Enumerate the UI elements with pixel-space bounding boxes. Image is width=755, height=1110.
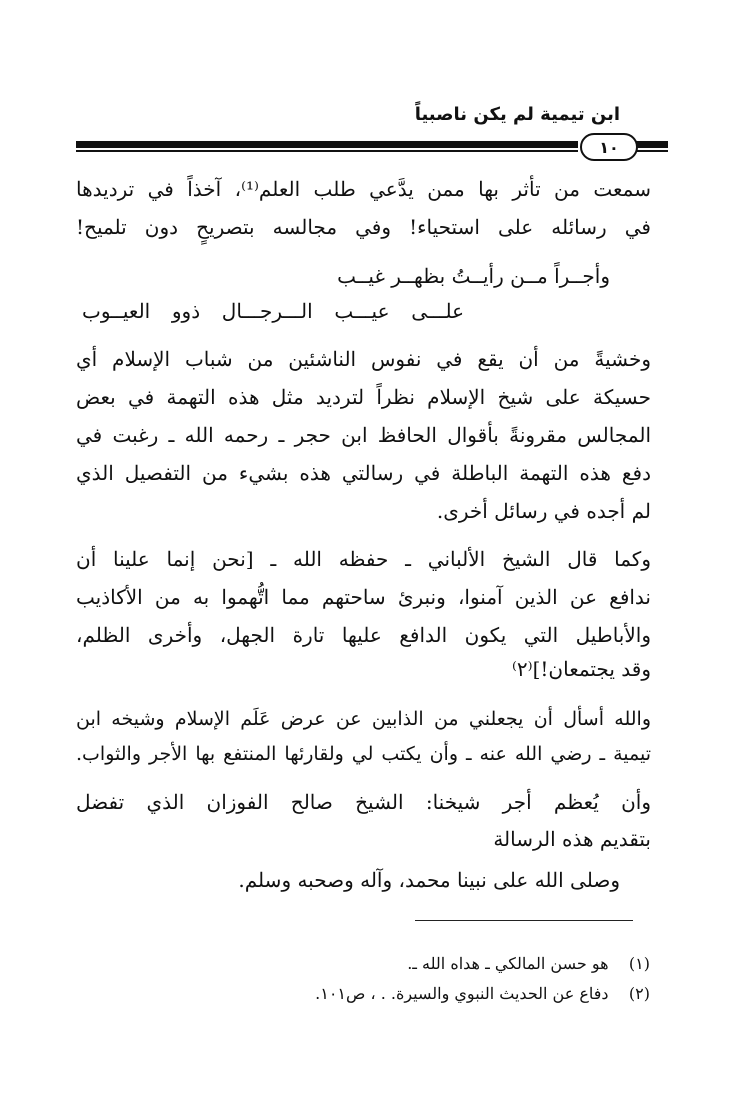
- page-number: ١٠: [580, 133, 638, 161]
- body-line: والله أسأل أن يجعلني من الذابين عن عرض عَلَم الإسلام وشيخه ابن: [76, 708, 651, 730]
- poem-verse: وأجــراً مــن رأيــتُ بظهــر غيــب: [337, 264, 610, 288]
- body-line: وخشيةً من أن يقع في نفوس الناشئين من شباب الإسلام أي: [76, 347, 651, 371]
- header-rule-thin: [76, 150, 578, 152]
- body-line: بتقديم هذه الرسالة: [493, 827, 651, 851]
- body-line: في رسائله على استحياء! وفي مجالسه بتصريحٍ دون تلميح!: [76, 215, 651, 239]
- footnote-1: [380, 953, 650, 975]
- body-line: تيمية ـ رضي الله عنه ـ وأن يكتب لي ولقارئها المنتفع بها الأجر والثواب.: [76, 743, 651, 765]
- body-line: وقد يجتمعان!]⁽٢⁾: [511, 657, 651, 681]
- body-line: لم أجده في رسائل أخرى.: [436, 499, 651, 523]
- footnote-text: هو حسن المالكي ـ هداه الله ـ.: [407, 954, 609, 973]
- footnote-marker: (١): [628, 954, 650, 973]
- footnote-2: [260, 983, 650, 1005]
- footnote-separator: [415, 920, 633, 921]
- running-title: ابن تيمية لم يكن ناصبياً: [414, 104, 620, 125]
- body-line: المجالس مقرونةً بأقوال الحافظ ابن حجر ـ رحمه الله ـ رغبت في: [76, 423, 651, 447]
- header-rule: [76, 141, 578, 148]
- footnote-text: دفاع عن الحديث النبوي والسيرة. . ، ص١٠١.: [315, 984, 609, 1003]
- poem-verse: علـــى عيـــب الـــرجـــال ذوو العيــوب: [82, 299, 464, 323]
- body-line: سمعت من تأثر بها ممن يدَّعي طلب العلم⁽¹⁾، آخذاً في ترديدها: [76, 177, 651, 201]
- footnote-marker: (٢): [628, 984, 650, 1003]
- body-line: ندافع عن الذين آمنوا، ونبرئ ساحتهم مما اتُّهموا به من الأكاذيب: [76, 585, 651, 609]
- closing-line: وصلى الله على نبينا محمد، وآله وصحبه وسلم.: [238, 868, 620, 892]
- body-line: والأباطيل التي يكون الدافع عليها تارة الجهل، وأخرى الظلم،: [76, 623, 651, 647]
- body-line: دفع هذه التهمة الباطلة في رسالتي هذه بشيء من التفصيل الذي: [76, 461, 651, 485]
- body-line: وكما قال الشيخ الألباني ـ حفظه الله ـ [نحن إنما علينا أن: [76, 547, 651, 571]
- body-line: وأن يُعظم أجر شيخنا: الشيخ صالح الفوزان الذي تفضل: [76, 790, 651, 814]
- header-rule-tail-thin: [636, 150, 668, 152]
- body-line: حسيكة على شيخ الإسلام نظراً لترديد مثل هذه التهمة في بعض: [76, 385, 651, 409]
- header-rule-tail: [636, 141, 668, 148]
